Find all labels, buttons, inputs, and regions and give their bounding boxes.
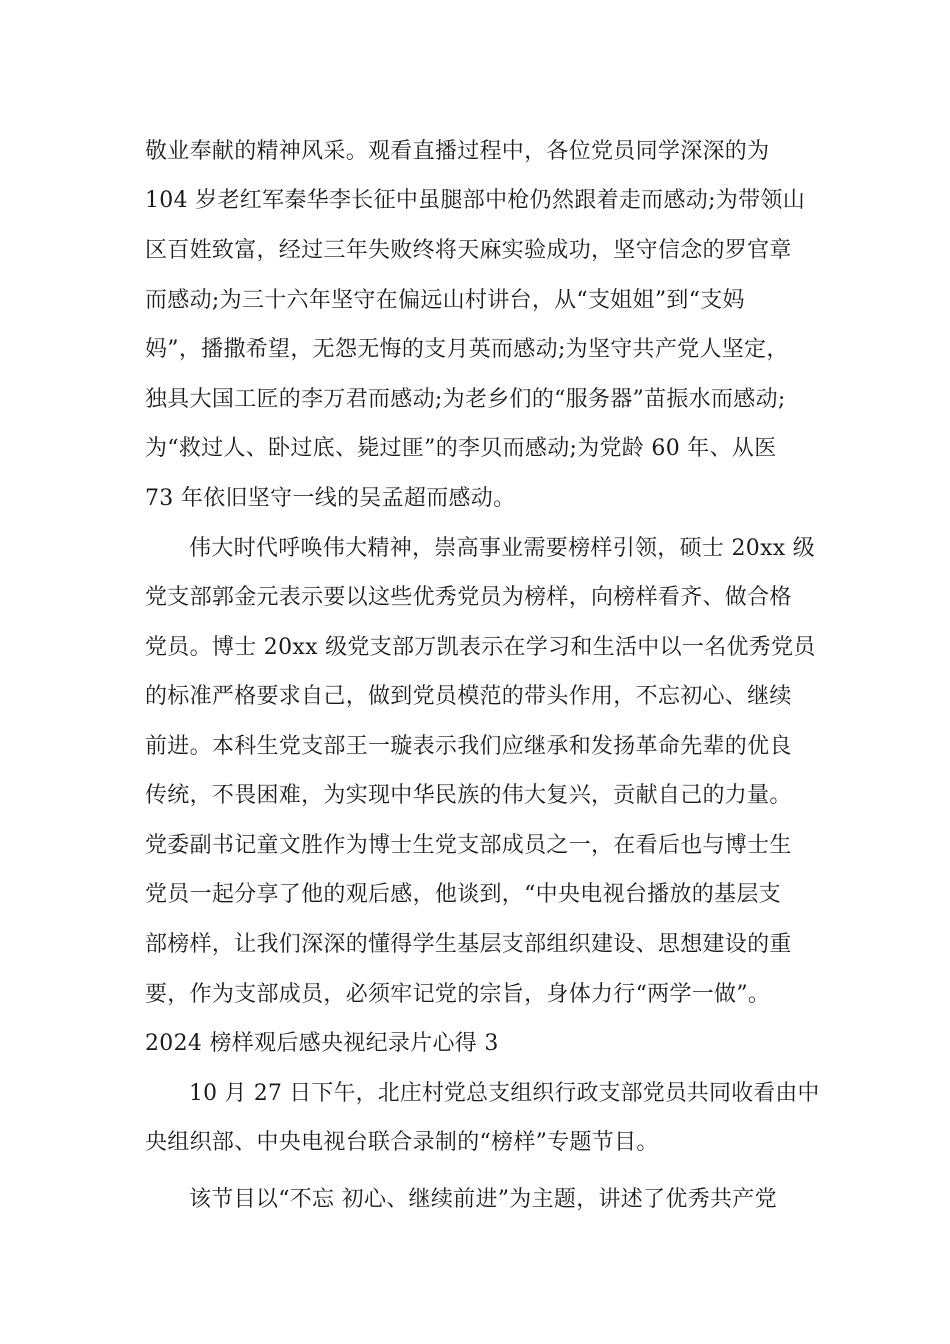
text-line: 敬业奉献的精神风采。观看直播过程中，各位党员同学深深的为 bbox=[145, 139, 770, 164]
text-line: 独具大国工匠的李万君而感动;为老乡们的“服务器”苗振水而感动; bbox=[145, 387, 786, 412]
text-line: 73 年依旧坚守一线的吴孟超而感动。 bbox=[145, 486, 516, 511]
text-line: 党支部郭金元表示要以这些优秀党员为榜样，向榜样看齐、做合格 bbox=[145, 585, 792, 610]
text-line: 央组织部、中央电视台联合录制的“榜样”专题节目。 bbox=[145, 1130, 659, 1155]
text-line: 104 岁老红军秦华李长征中虽腿部中枪仍然跟着走而感动;为带领山 bbox=[145, 188, 805, 213]
text-line: 妈”，播撒希望，无怨无悔的支月英而感动;为坚守共产党人坚定， bbox=[145, 337, 789, 362]
text-line: 部榜样，让我们深深的懂得学生基层支部组织建设、思想建设的重 bbox=[145, 932, 792, 957]
text-line: 党员一起分享了他的观后感，他谈到，“中央电视台播放的基层支 bbox=[145, 882, 781, 907]
section-heading: 2024 榜样观后感央视纪录片心得 3 bbox=[145, 1031, 499, 1056]
paragraph-start-line: 伟大时代呼唤伟大精神，崇高事业需要榜样引领，硕士 20xx 级 bbox=[189, 536, 816, 561]
text-line: 党委副书记童文胜作为博士生党支部成员之一，在看后也与博士生 bbox=[145, 833, 792, 858]
text-line: 要，作为支部成员，必须牢记党的宗旨，身体力行“两学一做”。 bbox=[145, 982, 771, 1007]
text-line: 前进。本科生党支部王一璇表示我们应继承和发扬革命先辈的优良 bbox=[145, 734, 792, 759]
text-line: 党员。博士 20xx 级党支部万凯表示在学习和生活中以一名优秀党员 bbox=[145, 635, 816, 660]
text-line: 区百姓致富，经过三年失败终将天麻实验成功，坚守信念的罗官章 bbox=[145, 238, 792, 263]
text-line: 的标准严格要求自己，做到党员模范的带头作用，不忘初心、继续 bbox=[145, 684, 792, 709]
paragraph-start-line: 该节目以“不忘 初心、继续前进”为主题，讲述了优秀共产党 bbox=[189, 1187, 777, 1212]
paragraph-start-line: 10 月 27 日下午，北庄村党总支组织行政支部党员共同收看由中 bbox=[189, 1081, 820, 1106]
text-line: 传统，不畏困难，为实现中华民族的伟大复兴，贡献自己的力量。 bbox=[145, 783, 792, 808]
text-line: 为“救过人、卧过底、毙过匪”的李贝而感动;为党龄 60 年、从医 bbox=[145, 436, 777, 461]
text-line: 而感动;为三十六年坚守在偏远山村讲台，从“支姐姐”到“支妈 bbox=[145, 288, 745, 313]
